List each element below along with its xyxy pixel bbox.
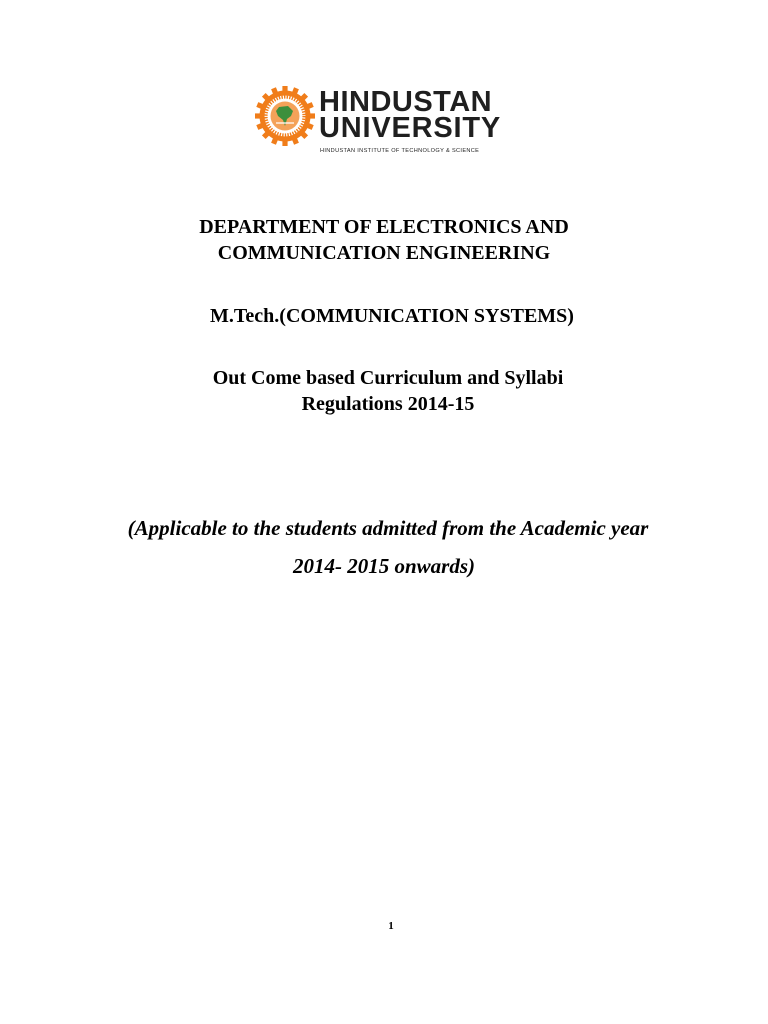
logo-tagline: HINDUSTAN INSTITUTE OF TECHNOLOGY & SCIENCE bbox=[320, 148, 480, 154]
logo-name-line-2: UNIVERSITY bbox=[319, 112, 502, 144]
logo-name-line-1: HINDUSTAN bbox=[319, 86, 493, 118]
university-logo bbox=[255, 86, 527, 160]
department-title-line-1: DEPARTMENT OF ELECTRONICS AND bbox=[199, 216, 569, 238]
curriculum-title-line-1: Out Come based Curriculum and Syllabi bbox=[212, 367, 564, 389]
university-seal-icon bbox=[255, 86, 315, 146]
program-title: M.Tech.(COMMUNICATION SYSTEMS) bbox=[210, 305, 574, 327]
page-number: 1 bbox=[388, 920, 394, 932]
department-title-line-2: COMMUNICATION ENGINEERING bbox=[217, 242, 551, 264]
applicability-note-line-1: (Applicable to the students admitted from the Academic year bbox=[127, 516, 649, 540]
curriculum-title-line-2: Regulations 2014-15 bbox=[301, 393, 475, 415]
applicability-note-line-2: 2014- 2015 onwards) bbox=[292, 554, 476, 578]
